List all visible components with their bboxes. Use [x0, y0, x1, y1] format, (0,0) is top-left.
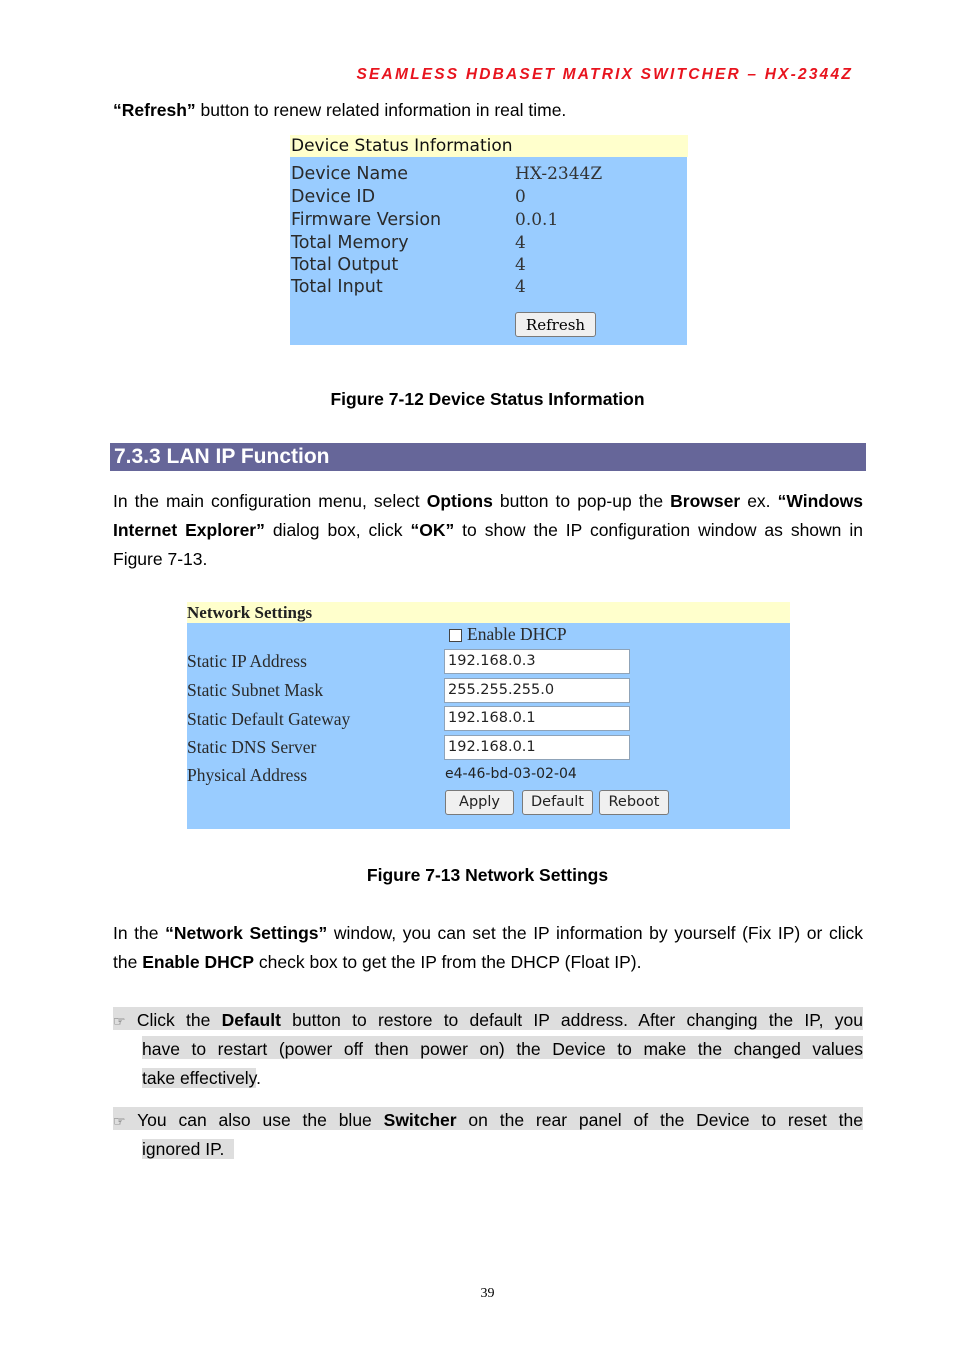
para1-text-1: In the main configuration menu, select — [113, 491, 427, 511]
refresh-button[interactable]: Refresh — [515, 312, 596, 337]
total-memory-label: Total Memory — [291, 233, 409, 253]
device-name-label: Device Name — [291, 164, 409, 184]
physical-address-label: Physical Address — [187, 765, 308, 785]
device-id-label: Device ID — [291, 187, 376, 207]
refresh-quote: “Refresh” — [113, 100, 196, 120]
total-memory-value: 4 — [515, 233, 526, 253]
intro-text — [113, 96, 566, 125]
network-settings-title: Network Settings — [187, 602, 790, 623]
para1-text-2: button to pop-up the — [492, 491, 671, 511]
note1-line2: have to restart (power off then power on) the Device to make the changed values — [142, 1036, 863, 1059]
para1-text-4: dialog box, click — [264, 520, 411, 540]
total-input-label: Total Input — [291, 277, 383, 297]
note2-line2: ignored IP. — [142, 1139, 234, 1159]
pointing-hand-icon: ☞ — [113, 1013, 126, 1029]
figure-12-caption: Figure 7-12 Device Status Information — [330, 389, 645, 409]
para2-text-3: check box to get the IP from the DHCP (Float IP). — [254, 952, 642, 972]
total-input-value: 4 — [515, 277, 526, 297]
firmware-version-value: 0.0.1 — [515, 210, 559, 230]
device-status-title: Device Status Information — [290, 135, 688, 157]
pointing-hand-icon: ☞ — [113, 1113, 126, 1129]
ok-bold: “OK” — [410, 520, 455, 540]
device-id-value: 0 — [515, 187, 526, 207]
ie-bold: “Windows Internet Explorer” — [113, 491, 863, 540]
page-number: 39 — [480, 1286, 495, 1301]
note1-line3-wrap — [142, 1065, 863, 1088]
switcher-bold: Switcher — [383, 1110, 457, 1130]
note1-text-2: button to restore to default IP address. After changing the IP, you — [280, 1010, 864, 1030]
note-switcher — [113, 1107, 863, 1159]
subnet-mask-input[interactable]: 255.255.255.0 — [444, 678, 630, 703]
enable-dhcp-bold: Enable DHCP — [142, 952, 255, 972]
para2-text-2: window, you can set the IP information by yourself (Fix IP) or click the — [113, 923, 863, 972]
firmware-version-label: Firmware Version — [291, 210, 442, 230]
network-settings-bold: “Network Settings” — [165, 923, 328, 943]
default-gateway-label: Static Default Gateway — [187, 709, 351, 729]
total-output-value: 4 — [515, 255, 526, 275]
physical-address-value: e4-46-bd-03-02-04 — [445, 766, 577, 782]
note1-line1 — [113, 1007, 863, 1030]
static-ip-input[interactable]: 192.168.0.3 — [444, 649, 630, 674]
network-settings-panel — [187, 602, 790, 829]
device-status-panel — [290, 135, 687, 345]
page-header: SEAMLESS HDBASET MATRIX SWITCHER – HX-2344Z — [356, 66, 853, 83]
enable-dhcp-label: Enable DHCP — [467, 624, 567, 644]
para1-text-5: to show the IP configuration window as shown in Figure 7-13. — [113, 520, 863, 569]
lan-intro-paragraph — [113, 487, 863, 574]
default-gateway-input[interactable]: 192.168.0.1 — [444, 706, 630, 731]
note2-text-1: You can also use the blue — [125, 1110, 384, 1130]
note1-text-1: Click the — [125, 1010, 222, 1030]
subnet-mask-label: Static Subnet Mask — [187, 680, 324, 700]
static-ip-label: Static IP Address — [187, 651, 307, 671]
para1-text-3: ex. — [740, 491, 778, 511]
options-bold: Options — [426, 491, 493, 511]
network-settings-paragraph — [113, 919, 863, 977]
total-output-label: Total Output — [291, 255, 399, 275]
note1-line3: take effectively — [142, 1068, 257, 1088]
default-bold: Default — [221, 1010, 281, 1030]
browser-bold: Browser — [670, 491, 741, 511]
para2-text-1: In the — [113, 923, 166, 943]
apply-button[interactable]: Apply — [445, 790, 514, 815]
device-name-value: HX-2344Z — [515, 164, 603, 184]
enable-dhcp-checkbox[interactable] — [449, 629, 462, 642]
note-default-button — [113, 1007, 863, 1088]
figure-13-caption: Figure 7-13 Network Settings — [366, 865, 609, 885]
default-button[interactable]: Default — [522, 790, 593, 815]
reboot-button[interactable]: Reboot — [599, 790, 669, 815]
section-heading: 7.3.3 LAN IP Function — [110, 443, 866, 471]
dns-server-input[interactable]: 192.168.0.1 — [444, 735, 630, 760]
intro-rest: button to renew related information in real time. — [195, 100, 567, 120]
note1-end: . — [256, 1068, 262, 1088]
note2-line1 — [113, 1107, 863, 1130]
dns-server-label: Static DNS Server — [187, 737, 317, 757]
note2-text-2: on the rear panel of the Device to reset the — [456, 1110, 864, 1130]
